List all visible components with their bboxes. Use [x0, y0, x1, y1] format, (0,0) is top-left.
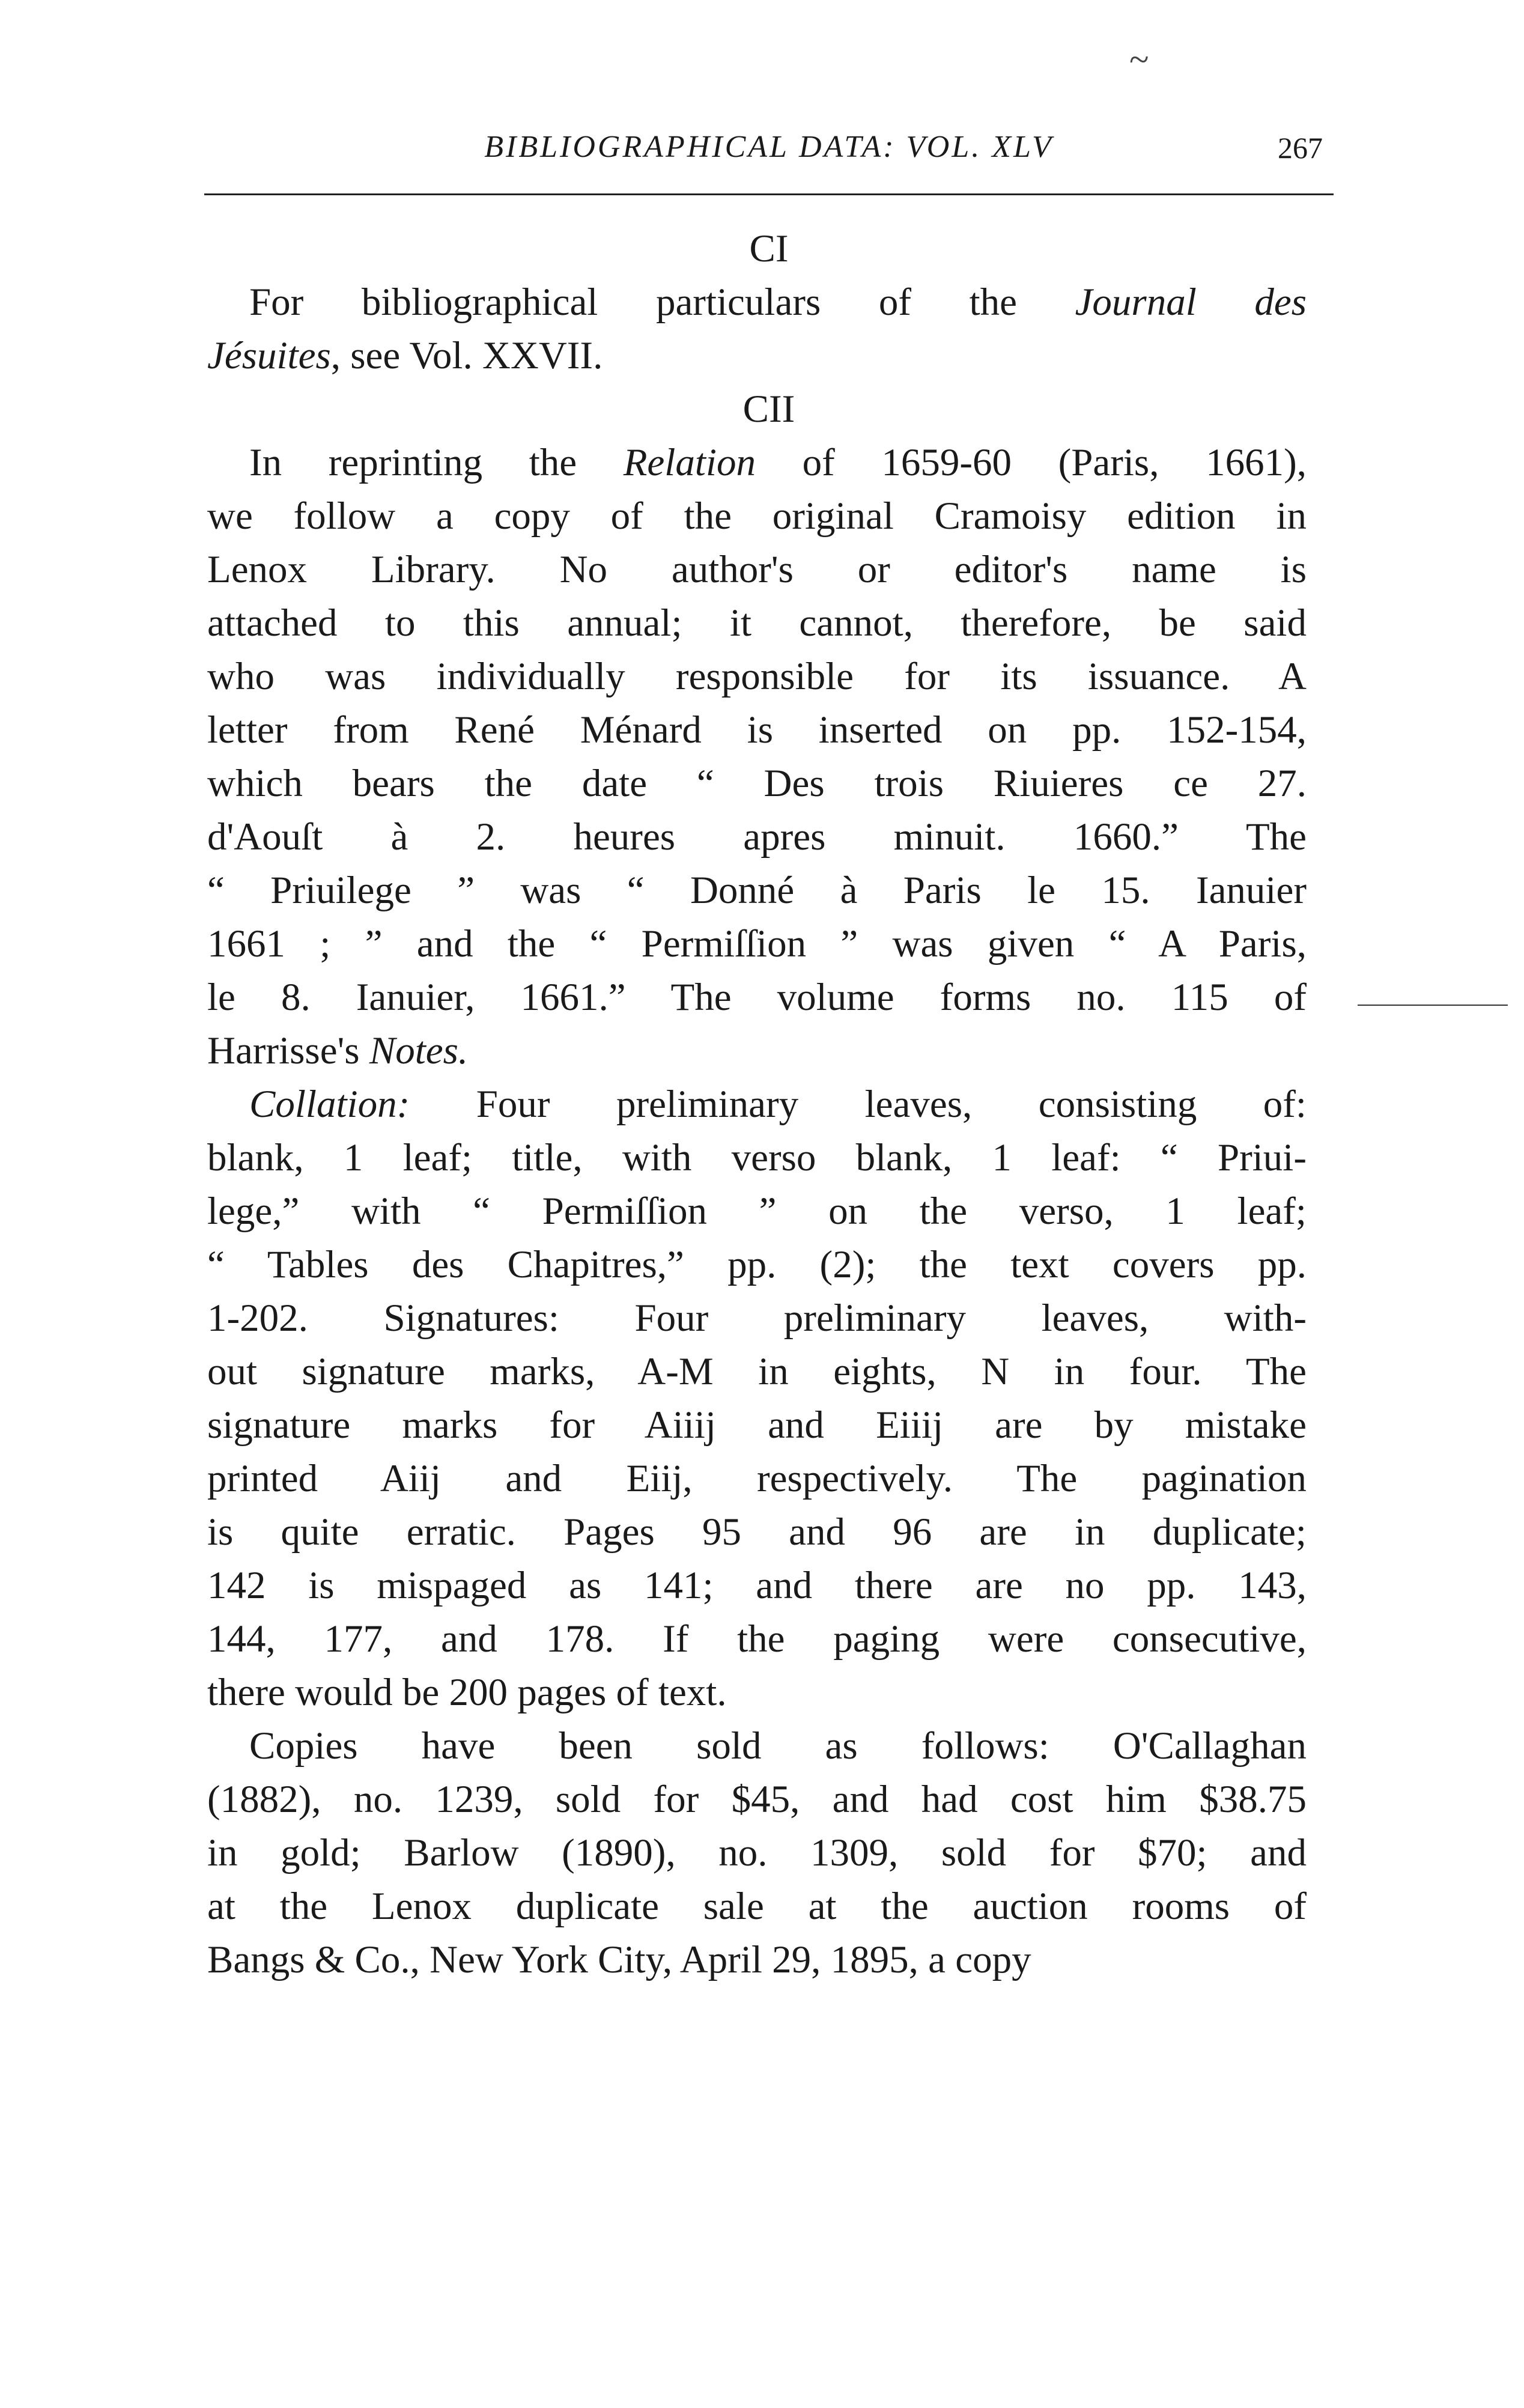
- text-line: In reprinting the Relation of 1659-60 (Paris, 1661),: [249, 441, 1307, 484]
- italic-text: Relation: [623, 441, 756, 484]
- text-line: out signature marks, A-M in eights, N in four. The: [207, 1350, 1307, 1393]
- text-line: is quite erratic. Pages 95 and 96 are in duplicate;: [207, 1510, 1307, 1554]
- text-line: signature marks for Aiiij and Eiiij are by mistake: [207, 1403, 1307, 1447]
- text-line: 144, 177, and 178. If the paging were consecutive,: [207, 1617, 1307, 1661]
- header-rule: [204, 193, 1334, 195]
- text-line: d'Aouſt à 2. heures apres minuit. 1660.” The: [207, 815, 1307, 859]
- text-line: Collation: Four preliminary leaves, consisting of:: [249, 1083, 1307, 1126]
- italic-text: Notes.: [369, 1029, 469, 1072]
- body-text: [207, 222, 1307, 1987]
- text-line: le 8. Ianuier, 1661.” The volume forms no. 115 of: [207, 976, 1307, 1019]
- paragraph: [207, 436, 1307, 1078]
- text-line: For bibliographical particulars of the Journal des: [249, 281, 1307, 324]
- text-line: “ Tables des Chapitres,” pp. (2); the text covers pp.: [207, 1243, 1307, 1286]
- section-heading: CII: [742, 388, 795, 431]
- running-title: BIBLIOGRAPHICAL DATA: VOL. XLV: [484, 130, 1054, 164]
- paragraph: [207, 276, 1307, 383]
- margin-line: [1358, 1005, 1508, 1006]
- text-line: at the Lenox duplicate sale at the auction rooms of: [207, 1885, 1307, 1928]
- text-line: letter from René Ménard is inserted on pp. 152-154,: [207, 708, 1307, 752]
- text-line: who was individually responsible for its issuance. A: [207, 655, 1307, 698]
- paragraph: [207, 1078, 1307, 1719]
- italic-text: Jésuites: [207, 334, 331, 377]
- section-heading: CI: [749, 227, 789, 270]
- text-line: lege,” with “ Permiſſion ” on the verso, 1 leaf;: [207, 1190, 1307, 1233]
- text-line: there would be 200 pages of text.: [207, 1671, 727, 1714]
- paragraph: [207, 1719, 1307, 1987]
- text-line: Harrisse's Notes.: [207, 1029, 469, 1072]
- text-line: attached to this annual; it cannot, therefore, be said: [207, 601, 1307, 645]
- italic-text: Journal des: [1075, 281, 1307, 324]
- text-line: in gold; Barlow (1890), no. 1309, sold for $70; and: [207, 1831, 1307, 1874]
- text-line: (1882), no. 1239, sold for $45, and had cost him $38.75: [207, 1778, 1307, 1821]
- text-line: Lenox Library. No author's or editor's name is: [207, 548, 1307, 591]
- running-head: [204, 129, 1334, 177]
- text-line: blank, 1 leaf; title, with verso blank, 1 leaf: “ Priui-: [207, 1136, 1307, 1179]
- text-line: “ Priuilege ” was “ Donné à Paris le 15. Ianuier: [207, 869, 1307, 912]
- page-number: 267: [1278, 131, 1323, 165]
- text-line: printed Aiij and Eiij, respectively. The pagination: [207, 1457, 1307, 1500]
- text-line: which bears the date “ Des trois Riuieres ce 27.: [207, 762, 1307, 805]
- text-line: 1-202. Signatures: Four preliminary leaves, with-: [207, 1297, 1307, 1340]
- text-line: 1661 ; ” and the “ Permiſſion ” was given “ A Paris,: [207, 922, 1307, 965]
- text-line: Jésuites, see Vol. XXVII.: [207, 334, 603, 377]
- italic-text: Collation:: [249, 1083, 410, 1126]
- text-line: Copies have been sold as follows: O'Callaghan: [249, 1724, 1307, 1768]
- text-line: we follow a copy of the original Cramoisy edition in: [207, 494, 1307, 538]
- stray-mark: ~: [1129, 40, 1149, 79]
- text-line: Bangs & Co., New York City, April 29, 1895, a copy: [207, 1938, 1031, 1981]
- text-line: 142 is mispaged as 141; and there are no pp. 143,: [207, 1564, 1307, 1607]
